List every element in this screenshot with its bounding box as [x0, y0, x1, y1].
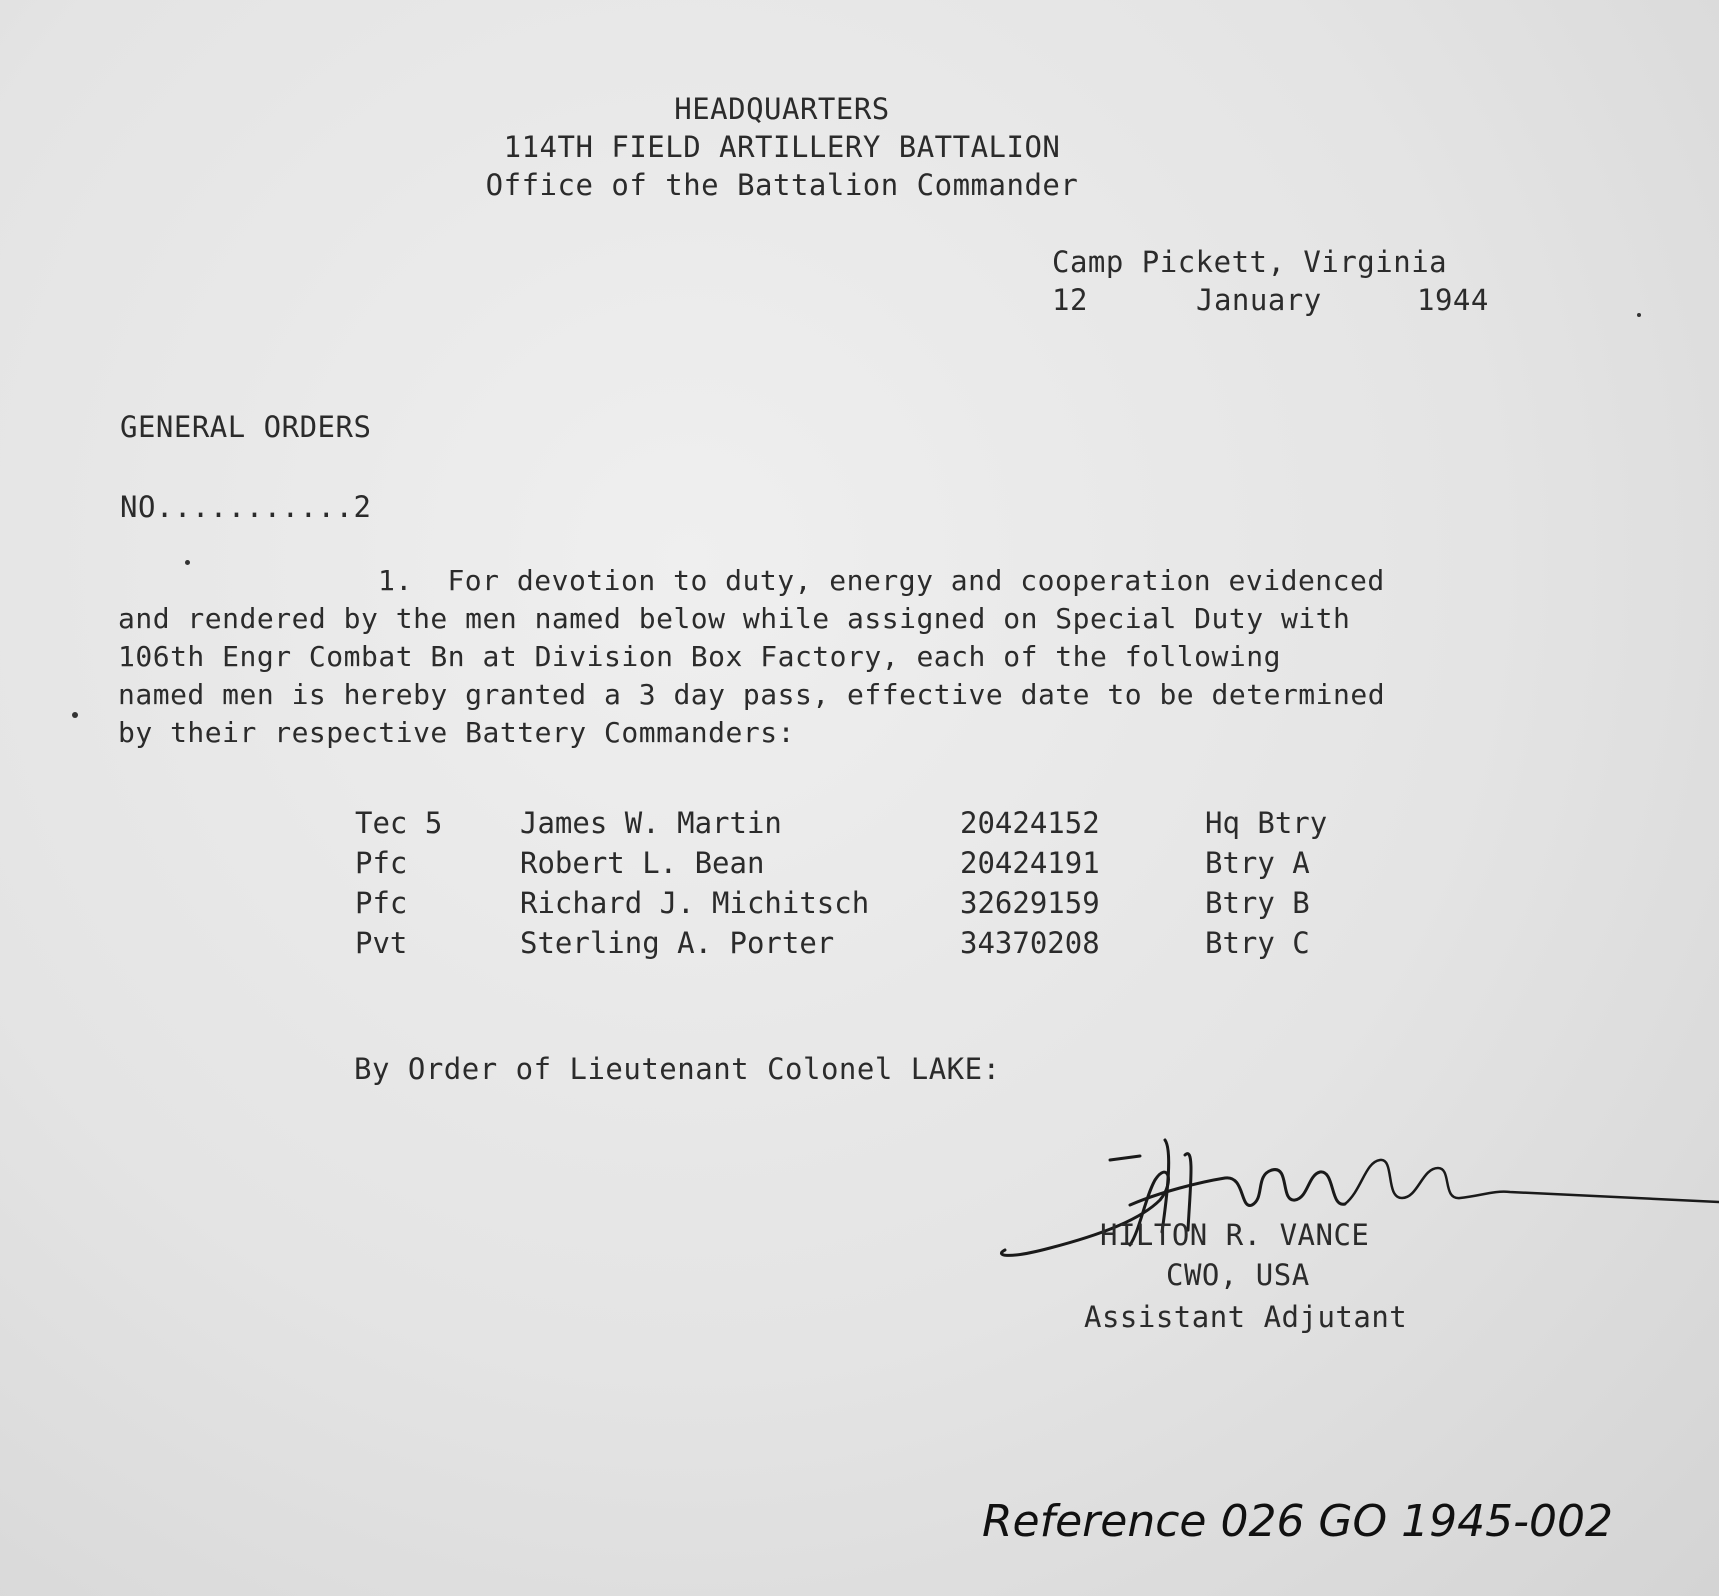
table-row	[355, 923, 1405, 963]
roster-name: Sterling A. Porter	[520, 926, 835, 960]
signer-name: HILTON R. VANCE	[1100, 1218, 1370, 1252]
authority-line: By Order of Lieutenant Colonel LAKE:	[354, 1052, 1001, 1086]
roster-table	[355, 803, 1405, 963]
signer-title: Assistant Adjutant	[1084, 1300, 1408, 1334]
roster-unit: Btry C	[1205, 926, 1310, 960]
roster-unit: Btry B	[1205, 886, 1310, 920]
signer-rank: CWO, USA	[1166, 1258, 1310, 1292]
roster-serial: 34370208	[960, 926, 1100, 960]
date-year: 1944	[1417, 283, 1489, 317]
roster-rank: Pvt	[355, 926, 408, 960]
paper-speck	[1637, 313, 1641, 317]
roster-serial: 32629159	[960, 886, 1100, 920]
paper-speck	[72, 712, 78, 718]
table-row	[355, 803, 1405, 843]
reference-caption: Reference 026 GO 1945-002	[981, 1496, 1613, 1547]
paragraph-line: by their respective Battery Commanders:	[118, 716, 795, 749]
paragraph-line: 106th Engr Combat Bn at Division Box Factory, each of the following	[118, 640, 1281, 673]
roster-rank: Tec 5	[355, 806, 443, 840]
roster-serial: 20424152	[960, 806, 1100, 840]
header-headquarters: HEADQUARTERS	[674, 92, 890, 126]
date-day: 12	[1052, 283, 1088, 317]
roster-unit: Hq Btry	[1205, 806, 1328, 840]
roster-rank: Pfc	[355, 886, 408, 920]
orders-number: NO...........2	[120, 490, 372, 524]
paragraph-line: 1. For devotion to duty, energy and cooperation evidenced	[378, 564, 1385, 597]
roster-serial: 20424191	[960, 846, 1100, 880]
roster-rank: Pfc	[355, 846, 408, 880]
handwritten-signature	[990, 1120, 1719, 1280]
table-row	[355, 843, 1405, 883]
date-month: January	[1196, 283, 1322, 317]
place-line: Camp Pickett, Virginia	[1052, 245, 1448, 279]
roster-name: Robert L. Bean	[520, 846, 765, 880]
table-row	[355, 883, 1405, 923]
general-orders-title: GENERAL ORDERS	[120, 410, 372, 444]
paragraph-number: 1.	[378, 564, 413, 597]
paper-speck	[185, 560, 190, 565]
roster-name: James W. Martin	[520, 806, 782, 840]
roster-name: Richard J. Michitsch	[520, 886, 870, 920]
paragraph-line: named men is hereby granted a 3 day pass, effective date to be determined	[118, 678, 1386, 711]
paragraph-line: and rendered by the men named below while assigned on Special Duty with	[118, 602, 1351, 635]
header-office: Office of the Battalion Commander	[485, 168, 1079, 202]
header-battalion: 114TH FIELD ARTILLERY BATTALION	[503, 130, 1061, 164]
body-paragraph	[118, 562, 1618, 752]
roster-unit: Btry A	[1205, 846, 1310, 880]
date-line	[1052, 283, 1489, 317]
